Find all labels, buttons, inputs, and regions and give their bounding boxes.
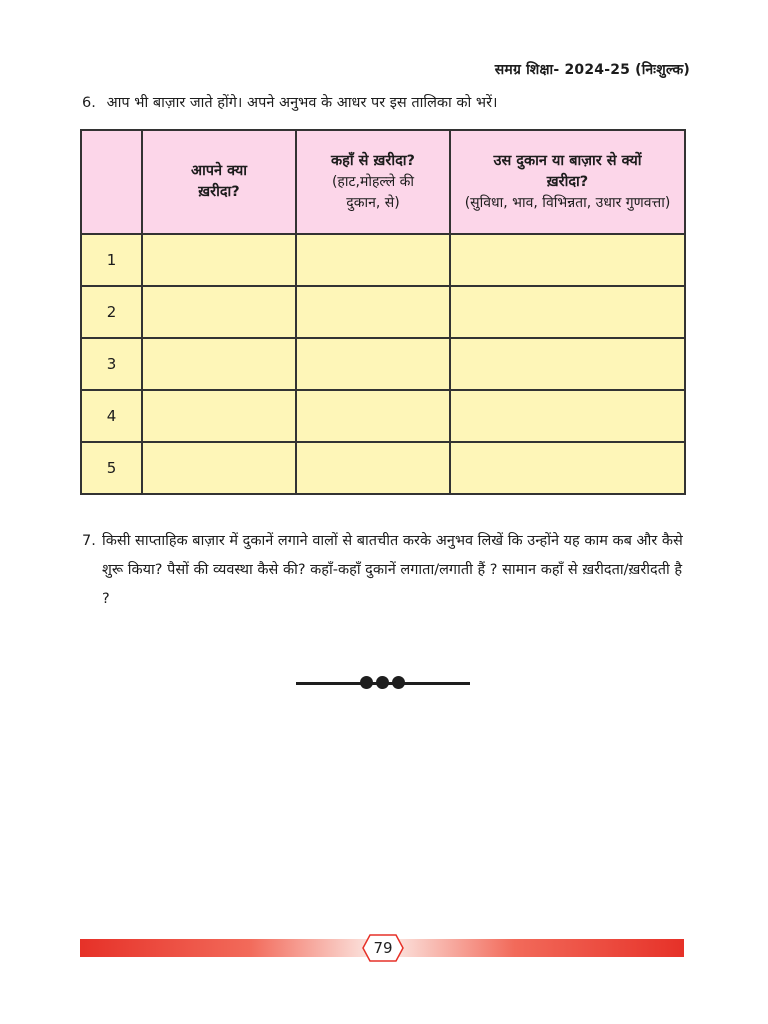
column-title: कहाँ से ख़रीदा?	[331, 152, 415, 169]
table-row	[81, 286, 685, 338]
question-7	[82, 527, 694, 614]
question-6	[82, 92, 692, 114]
table-row	[81, 390, 685, 442]
column-header-number	[81, 130, 142, 234]
table-row	[81, 234, 685, 286]
row-number: 1	[81, 234, 142, 286]
answer-cell[interactable]	[450, 442, 685, 494]
row-number: 5	[81, 442, 142, 494]
divider-dot	[360, 676, 373, 689]
page-number	[362, 934, 404, 962]
answer-cell[interactable]	[296, 390, 450, 442]
answer-cell[interactable]	[296, 338, 450, 390]
divider-dot	[376, 676, 389, 689]
divider-dot	[392, 676, 405, 689]
table-header-row	[81, 130, 685, 234]
question-6-text: आप भी बाज़ार जाते होंगे। अपने अनुभव के आधर पर इस तालिका को भरें।	[106, 95, 498, 111]
answer-cell[interactable]	[296, 442, 450, 494]
column-subtitle: (हाट,मोहल्ले की दुकान, से)	[331, 173, 415, 211]
answer-cell[interactable]	[450, 390, 685, 442]
answer-cell[interactable]	[296, 286, 450, 338]
answer-cell[interactable]	[142, 390, 296, 442]
table-row	[81, 338, 685, 390]
question-6-number: 6.	[82, 95, 96, 111]
answer-cell[interactable]	[142, 442, 296, 494]
column-subtitle: (सुविधा, भाव, विभिन्नता, उधार गुणवत्ता)	[464, 194, 671, 211]
row-number: 4	[81, 390, 142, 442]
answer-cell[interactable]	[450, 286, 685, 338]
purchase-table	[80, 129, 686, 495]
answer-cell[interactable]	[450, 338, 685, 390]
row-number: 2	[81, 286, 142, 338]
section-divider	[296, 673, 470, 693]
column-header-where-bought	[296, 130, 450, 234]
page-header: समग्र शिक्षा- 2024-25 (निःशुल्क)	[494, 62, 690, 78]
column-title: उस दुकान या बाज़ार से क्यों ख़रीदा?	[493, 152, 642, 190]
answer-cell[interactable]	[142, 234, 296, 286]
page-number-text: 79	[373, 939, 393, 957]
answer-cell[interactable]	[142, 286, 296, 338]
column-header-what-bought	[142, 130, 296, 234]
answer-cell[interactable]	[450, 234, 685, 286]
question-7-text: किसी साप्ताहिक बाज़ार में दुकानें लगाने वालों से बातचीत करके अनुभव लिखें कि उन्होंने यह काम कब और कैसे शुरू किया? पैसों की व्यवस्था कैसे की? कहाँ-कहाँ दुकानें लगाता/लगाती हैं ? सामान कहाँ से ख़रीदता/ख़रीदती है ?	[102, 533, 683, 607]
column-title: आपने क्या ख़रीदा?	[190, 163, 248, 200]
column-header-why-bought	[450, 130, 685, 234]
table-row	[81, 442, 685, 494]
answer-cell[interactable]	[296, 234, 450, 286]
row-number: 3	[81, 338, 142, 390]
answer-cell[interactable]	[142, 338, 296, 390]
question-7-number: 7.	[82, 533, 96, 549]
